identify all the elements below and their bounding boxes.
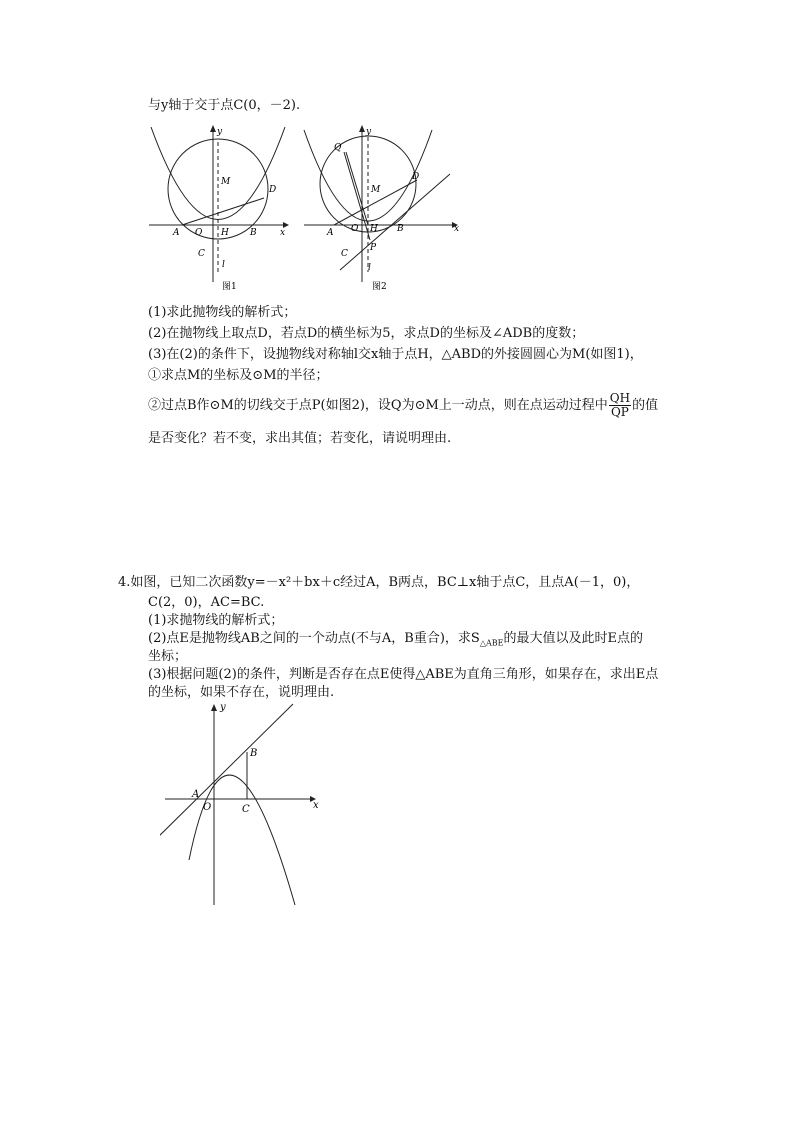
problem4-q2-line2: 坐标； (148, 649, 188, 664)
fig1-label-y: y (217, 127, 223, 137)
problem4-q1: (1)求抛物线的解析式； (148, 613, 284, 628)
problem3-q3b-pre: ②过点B作⊙M的切线交于点P(如图2)，设Q为⊙M上一动点，则在点运动过程中 (148, 398, 608, 413)
fig2-line-qh (346, 152, 368, 225)
figure-problem4 (160, 700, 330, 908)
p4-label-a: A (192, 789, 200, 800)
fig1-label-d: D (269, 185, 277, 195)
fig1-line-ad (182, 198, 264, 225)
fraction-numerator: QH (609, 391, 631, 405)
problem3-q3b (148, 391, 658, 421)
figure-2 (300, 122, 465, 294)
fig1-label-h: H (221, 228, 229, 238)
fig2-label-y: y (366, 127, 372, 137)
fig2-caption: 图2 (372, 282, 387, 292)
fig1-label-x: x (280, 228, 286, 238)
fig2-label-m: M (371, 185, 381, 195)
p4-line-ab (160, 704, 293, 843)
problem4-line1: 4.如图，已知二次函数y=－x²＋bx＋c经过A，B两点，BC⊥x轴于点C，且点A(－1，0)， (118, 575, 640, 590)
problem3-q3: (3)在(2)的条件下，设抛物线对称轴l交x轴于点H，△ABD的外接圆圆心为M(如图1)， (148, 347, 643, 362)
fig1-caption: 图1 (222, 282, 237, 292)
p4-label-o: O (203, 802, 212, 813)
problem4-q2-pre: (2)点E是抛物线AB之间的一个动点(不与A，B重合)，求S (148, 631, 480, 646)
fig1-label-a: A (173, 228, 180, 238)
problem4-line2: C(2，0)，AC=BC. (148, 595, 265, 610)
problem3-q2: (2)在抛物线上取点D，若点D的横坐标为5，求点D的坐标及∠ADB的度数； (148, 326, 585, 341)
problem4-q2 (148, 630, 643, 653)
fig1-label-m: M (221, 177, 231, 187)
fig2-label-p: P (370, 243, 377, 253)
problem3-q1: (1)求此抛物线的解析式； (148, 305, 297, 320)
p4-label-x: x (313, 800, 319, 811)
fig2-label-a: A (327, 228, 334, 238)
problem3-q3a: ①求点M的坐标及⊙M的半径； (148, 368, 329, 383)
problem4-q3: (3)根据问题(2)的条件，判断是否存在点E使得△ABE为直角三角形，如果存在，求出E点 (148, 667, 659, 682)
p4-label-y: y (220, 702, 226, 713)
fig2-label-h: H (370, 224, 378, 234)
fig1-label-l: l (222, 260, 225, 270)
problem4-q2-post: 的最大值以及此时E点的 (503, 631, 643, 646)
problem3-q3b-post: 的值 (632, 398, 659, 413)
fig1-label-b: B (250, 228, 257, 238)
p4-label-b: B (250, 748, 258, 759)
fraction-qh-qp (609, 392, 631, 419)
fig1-circle-m (168, 139, 268, 239)
fig1-label-o: O (195, 228, 203, 238)
fraction-denominator: QP (610, 405, 629, 419)
p4-label-c: C (242, 804, 250, 815)
fig2-label-q: Q (334, 143, 342, 153)
fig2-label-c: C (341, 249, 348, 259)
problem3-intro: 与y轴于交于点C(0，－2). (148, 98, 301, 113)
p4-parabola (189, 775, 295, 905)
fig1-label-c: C (198, 249, 205, 259)
fig2-label-l: l (368, 263, 371, 273)
problem3-q3b-line2: 是否变化？若不变，求出其值；若变化，请说明理由. (148, 431, 452, 446)
problem4-q3-line2: 的坐标，如果不存在，说明理由. (148, 685, 335, 700)
fig2-label-x: x (454, 224, 460, 234)
figure-1 (145, 122, 295, 294)
fig2-label-o: O (351, 224, 359, 234)
fig2-label-d: D (412, 172, 420, 182)
problem4-q2-sub: △ABE (479, 638, 504, 648)
fig2-label-b: B (397, 224, 404, 234)
